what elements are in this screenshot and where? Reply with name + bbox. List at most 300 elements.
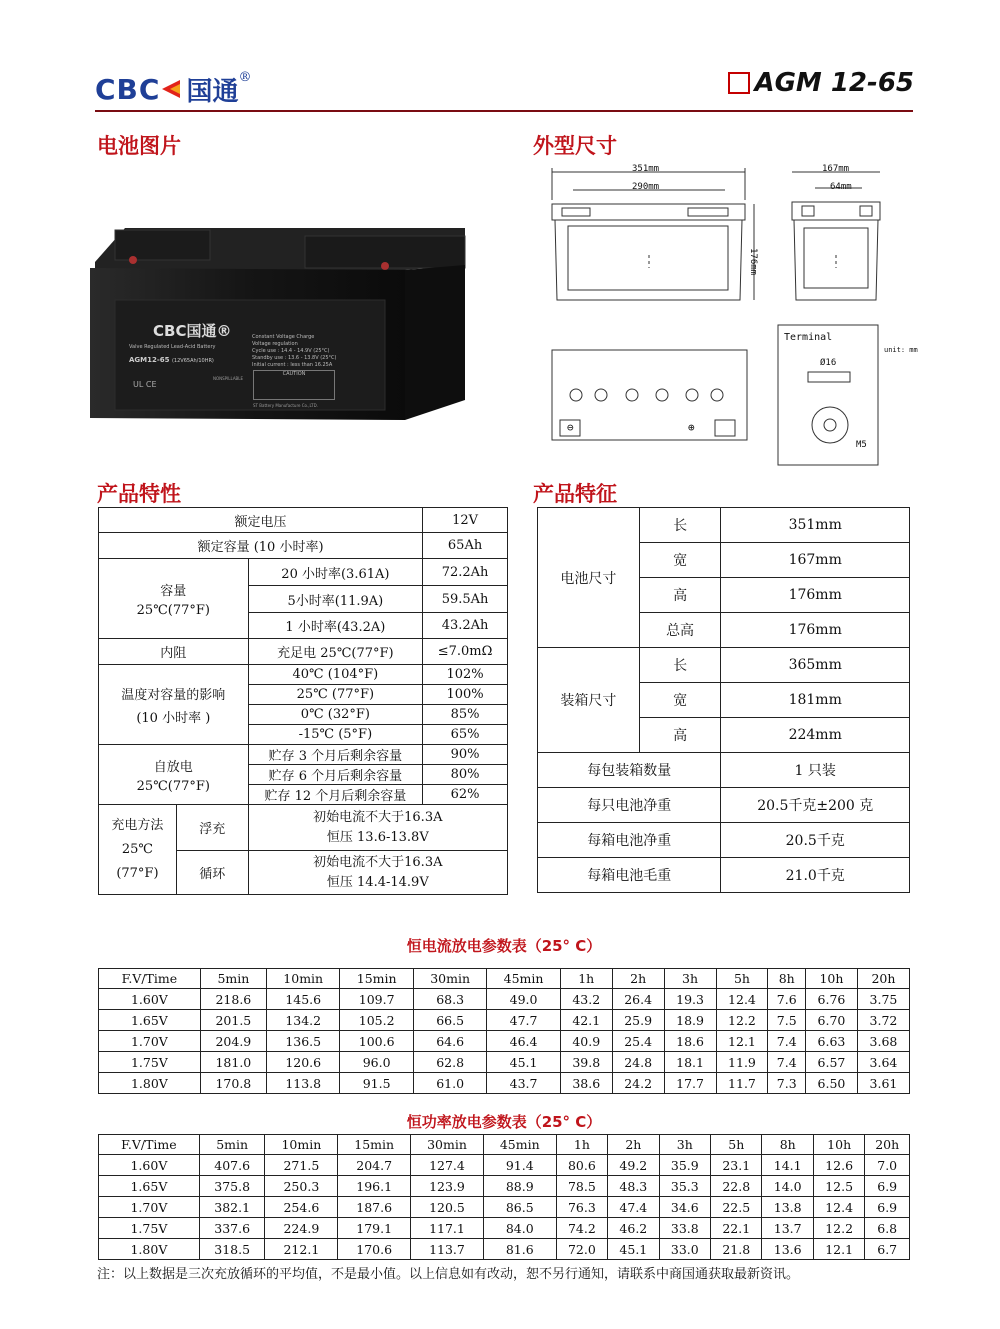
table-cell: 12.1 (813, 1239, 864, 1260)
table-cell: 12.5 (813, 1176, 864, 1197)
table-cell: 3.64 (857, 1052, 909, 1073)
spec-label: 容量 (160, 583, 187, 599)
table-cell: 33.8 (659, 1218, 710, 1239)
table-cell: 80.6 (556, 1155, 607, 1176)
photo-caution: CAUTION (282, 371, 306, 377)
table-cell: 18.9 (664, 1010, 716, 1031)
feature-label: 每只电池净重 (538, 788, 721, 823)
photo-model: AGM12-65 (129, 356, 170, 364)
table-cell: 123.9 (411, 1176, 484, 1197)
table-cell: 318.5 (199, 1239, 265, 1260)
photo-cycle: Cycle use : 14.4 - 14.9V (25°C) (252, 348, 330, 354)
spec-label: 自放电 (153, 759, 193, 775)
column-header: 10h (806, 969, 858, 989)
spec-value: 85% (423, 705, 508, 725)
table-cell: 6.76 (806, 989, 858, 1010)
dim-terminal-gap: 64mm (830, 182, 852, 192)
spec-value: 65Ah (423, 533, 508, 559)
battery-photo (85, 210, 475, 440)
column-header: 30min (411, 1135, 484, 1155)
table-cell: 42.1 (560, 1010, 612, 1031)
table-cell: 11.9 (716, 1052, 768, 1073)
table-row (99, 989, 910, 1010)
row-header: 1.65V (99, 1010, 201, 1031)
table-cell: 11.7 (716, 1073, 768, 1094)
table-cell: 12.6 (813, 1155, 864, 1176)
table-cell: 47.4 (608, 1197, 659, 1218)
table-cell: 117.1 (411, 1218, 484, 1239)
feature-value: 224mm (721, 718, 910, 753)
unit-label: unit: mm (884, 346, 918, 354)
table-cell: 6.9 (865, 1176, 910, 1197)
table-cell: 21.8 (711, 1239, 762, 1260)
charge-method-cell (99, 805, 177, 895)
section-title-photo: 电池图片 (97, 134, 181, 158)
float-cell (248, 805, 507, 851)
table-cell: 72.0 (556, 1239, 607, 1260)
table-cell: 12.2 (716, 1010, 768, 1031)
table-cell: 33.0 (659, 1239, 710, 1260)
feature-label: 长 (639, 648, 721, 683)
table-cell: 22.5 (711, 1197, 762, 1218)
terminal-bolt: M5 (856, 440, 867, 450)
spec-label: 充电方法 (111, 817, 164, 833)
current-table-title: 恒电流放电参数表（25° C） (406, 937, 602, 955)
table-cell: 145.6 (266, 989, 339, 1010)
table-cell: 66.5 (413, 1010, 486, 1031)
current-discharge-table (98, 968, 910, 1094)
table-cell: 7.5 (768, 1010, 806, 1031)
spec-label: 浮充 (176, 805, 248, 851)
table-cell: 38.6 (560, 1073, 612, 1094)
brand-latin: CBC (95, 72, 161, 106)
photo-subtitle: Valve Regulated Lead-Acid Battery (129, 344, 216, 350)
feature-label: 每箱电池毛重 (538, 858, 721, 893)
spec-label: 25℃(77°F) (136, 602, 210, 618)
certification-marks: UL CE (133, 380, 157, 389)
row-header: 1.75V (99, 1052, 201, 1073)
column-header: 10min (266, 969, 339, 989)
table-cell: 6.70 (806, 1010, 858, 1031)
table-cell: 254.6 (265, 1197, 338, 1218)
table-cell: 81.6 (483, 1239, 556, 1260)
spec-label: (77°F) (116, 865, 159, 881)
column-header: 1h (556, 1135, 607, 1155)
table-cell: 46.2 (608, 1218, 659, 1239)
table-cell: 39.8 (560, 1052, 612, 1073)
column-header: 20h (857, 969, 909, 989)
spec-label: 贮存 3 个月后剩余容量 (248, 745, 423, 765)
column-header: 10min (265, 1135, 338, 1155)
table-cell: 170.8 (200, 1073, 266, 1094)
table-cell: 6.63 (806, 1031, 858, 1052)
feature-label: 高 (639, 578, 721, 613)
spec-row (99, 745, 508, 765)
spec-value: 12V (423, 508, 508, 533)
dim-width: 167mm (822, 164, 850, 174)
table-cell: 47.7 (487, 1010, 560, 1031)
spec-label: 充足电 25℃(77°F) (248, 639, 423, 665)
photo-capacity: (12V65Ah/10HR) (171, 358, 214, 364)
feature-group-label: 电池尺寸 (538, 508, 640, 648)
row-header: 1.80V (99, 1239, 200, 1260)
table-cell: 25.4 (612, 1031, 664, 1052)
table-cell: 91.4 (483, 1155, 556, 1176)
table-cell: 109.7 (340, 989, 413, 1010)
table-cell: 6.7 (865, 1239, 910, 1260)
table-cell: 35.9 (659, 1155, 710, 1176)
table-cell: 62.8 (413, 1052, 486, 1073)
table-cell: 7.3 (768, 1073, 806, 1094)
photo-nonspill: NONSPILLABLE (213, 376, 244, 381)
table-cell: 45.1 (608, 1239, 659, 1260)
feature-value: 176mm (721, 613, 910, 648)
feature-label: 长 (639, 508, 721, 543)
table-cell: 3.72 (857, 1010, 909, 1031)
dimension-drawing (540, 160, 925, 470)
spec-label: 1 小时率(43.2A) (248, 613, 423, 639)
table-cell: 407.6 (199, 1155, 265, 1176)
table-cell: 136.5 (266, 1031, 339, 1052)
spec-label: 40℃ (104°F) (248, 665, 423, 685)
column-header: 15min (340, 969, 413, 989)
table-cell: 19.3 (664, 989, 716, 1010)
spec-label: 循环 (176, 851, 248, 895)
table-cell: 170.6 (338, 1239, 411, 1260)
feature-row (538, 648, 910, 683)
table-cell: 204.7 (338, 1155, 411, 1176)
logo-flag-icon (158, 78, 180, 100)
terminal-diameter: Ø16 (820, 358, 837, 368)
feature-row (538, 858, 910, 893)
table-cell: 3.68 (857, 1031, 909, 1052)
table-cell: 12.4 (813, 1197, 864, 1218)
table-cell: 100.6 (340, 1031, 413, 1052)
dim-inner: 290mm (632, 182, 660, 192)
spec-label: 贮存 12 个月后剩余容量 (248, 785, 423, 805)
table-cell: 13.7 (762, 1218, 813, 1239)
feature-value: 351mm (721, 508, 910, 543)
row-header: 1.70V (99, 1197, 200, 1218)
footnote: 注：以上数据是三次充放循环的平均值，不是最小值。以上信息如有改动，恕不另行通知，请联系中商国通获取最新资讯。 (97, 1267, 800, 1282)
table-cell: 49.0 (487, 989, 560, 1010)
table-cell: 78.5 (556, 1176, 607, 1197)
spec-table (98, 507, 508, 895)
capacity-cell (99, 559, 249, 639)
spec-label: 额定容量 (10 小时率) (99, 533, 423, 559)
spec-value: ≤7.0mΩ (423, 639, 508, 665)
column-header: 2h (612, 969, 664, 989)
table-cell: 22.1 (711, 1218, 762, 1239)
column-header: 30min (413, 969, 486, 989)
column-header: 8h (762, 1135, 813, 1155)
row-header: 1.65V (99, 1176, 200, 1197)
photo-caution-box (253, 370, 335, 400)
column-header: 5min (199, 1135, 265, 1155)
table-cell: 88.9 (483, 1176, 556, 1197)
table-cell: 212.1 (265, 1239, 338, 1260)
photo-brand: CBC国通® (153, 322, 232, 340)
table-cell: 375.8 (199, 1176, 265, 1197)
table-cell: 6.50 (806, 1073, 858, 1094)
feature-value: 365mm (721, 648, 910, 683)
table-row (99, 1155, 910, 1176)
spec-label: -15℃ (5°F) (248, 725, 423, 745)
table-cell: 120.5 (411, 1197, 484, 1218)
feature-value: 167mm (721, 543, 910, 578)
table-cell: 337.6 (199, 1218, 265, 1239)
photo-initial: Initial current : less than 16.25A (252, 362, 333, 368)
table-cell: 12.4 (716, 989, 768, 1010)
row-header: 1.80V (99, 1073, 201, 1094)
table-header-row (99, 969, 910, 989)
column-header: 20h (865, 1135, 910, 1155)
table-cell: 113.8 (266, 1073, 339, 1094)
table-cell: 7.4 (768, 1031, 806, 1052)
dimension-lines (540, 160, 925, 470)
table-cell: 201.5 (200, 1010, 266, 1031)
column-header: 45min (487, 969, 560, 989)
spec-value: 恒压 14.4-14.9V (326, 874, 429, 890)
table-cell: 218.6 (200, 989, 266, 1010)
spec-value: 恒压 13.6-13.8V (326, 829, 429, 845)
section-title-specs: 产品特性 (97, 482, 181, 506)
table-cell: 14.1 (762, 1155, 813, 1176)
table-cell: 24.8 (612, 1052, 664, 1073)
table-cell: 25.9 (612, 1010, 664, 1031)
spec-value: 100% (423, 685, 508, 705)
spec-value: 62% (423, 785, 508, 805)
table-cell: 18.6 (664, 1031, 716, 1052)
spec-label: (10 小时率 ) (136, 710, 211, 726)
table-cell: 45.1 (487, 1052, 560, 1073)
table-row (99, 1239, 910, 1260)
spec-label: 温度对容量的影响 (121, 687, 226, 703)
table-cell: 7.4 (768, 1052, 806, 1073)
table-cell: 3.75 (857, 989, 909, 1010)
table-cell: 84.0 (483, 1218, 556, 1239)
table-cell: 17.7 (664, 1073, 716, 1094)
negative-terminal-icon: ⊖ (567, 421, 574, 434)
table-cell: 40.9 (560, 1031, 612, 1052)
table-cell: 271.5 (265, 1155, 338, 1176)
feature-value: 20.5千克 (721, 823, 910, 858)
column-header: F.V/Time (99, 969, 201, 989)
table-cell: 134.2 (266, 1010, 339, 1031)
table-cell: 196.1 (338, 1176, 411, 1197)
table-cell: 23.1 (711, 1155, 762, 1176)
column-header: 5h (711, 1135, 762, 1155)
row-header: 1.60V (99, 1155, 200, 1176)
feature-label: 每箱电池净重 (538, 823, 721, 858)
column-header: 3h (659, 1135, 710, 1155)
table-row (99, 1010, 910, 1031)
table-cell: 14.0 (762, 1176, 813, 1197)
table-cell: 3.61 (857, 1073, 909, 1094)
table-cell: 6.9 (865, 1197, 910, 1218)
table-cell: 49.2 (608, 1155, 659, 1176)
photo-charge-info (252, 334, 382, 369)
spec-label: 25℃ (77°F) (248, 685, 423, 705)
column-header: 8h (768, 969, 806, 989)
spec-label: 20 小时率(3.61A) (248, 559, 423, 586)
spec-label: 额定电压 (99, 508, 423, 533)
feature-value: 176mm (721, 578, 910, 613)
spec-value: 初始电流不大于16.3A (313, 809, 443, 825)
header-divider (95, 110, 913, 112)
spec-value: 102% (423, 665, 508, 685)
feature-value: 1 只装 (721, 753, 910, 788)
column-header: 3h (664, 969, 716, 989)
model-heading (728, 68, 914, 98)
feature-row (538, 508, 910, 543)
spec-row (99, 559, 508, 586)
table-cell: 7.6 (768, 989, 806, 1010)
table-cell: 26.4 (612, 989, 664, 1010)
column-header: 45min (483, 1135, 556, 1155)
table-cell: 120.6 (266, 1052, 339, 1073)
table-cell: 6.57 (806, 1052, 858, 1073)
temp-effect-cell (99, 665, 249, 745)
row-header: 1.60V (99, 989, 201, 1010)
feature-row (538, 788, 910, 823)
table-header-row (99, 1135, 910, 1155)
table-cell: 113.7 (411, 1239, 484, 1260)
spec-row (99, 665, 508, 685)
row-header: 1.75V (99, 1218, 200, 1239)
table-cell: 382.1 (199, 1197, 265, 1218)
feature-table (537, 507, 910, 893)
section-title-dimensions: 外型尺寸 (533, 134, 617, 158)
feature-label: 高 (639, 718, 721, 753)
spec-value: 初始电流不大于16.3A (313, 854, 443, 870)
checkbox-icon (728, 72, 750, 94)
feature-group-label: 装箱尺寸 (538, 648, 640, 753)
spec-label: 25℃(77°F) (136, 778, 210, 794)
dim-height: 176mm (748, 248, 758, 276)
feature-value: 20.5千克±200 克 (721, 788, 910, 823)
table-row (99, 1218, 910, 1239)
spec-row (99, 533, 508, 559)
table-cell: 61.0 (413, 1073, 486, 1094)
photo-charge-sub: Voltage regulation (252, 341, 298, 347)
spec-label: 5小时率(11.9A) (248, 586, 423, 613)
table-cell: 7.0 (865, 1155, 910, 1176)
terminal-label: Terminal (784, 332, 833, 343)
table-cell: 48.3 (608, 1176, 659, 1197)
table-cell: 18.1 (664, 1052, 716, 1073)
table-cell: 64.6 (413, 1031, 486, 1052)
table-cell: 96.0 (340, 1052, 413, 1073)
column-header: F.V/Time (99, 1135, 200, 1155)
column-header: 10h (813, 1135, 864, 1155)
table-cell: 13.8 (762, 1197, 813, 1218)
spec-row (99, 805, 508, 851)
table-row (99, 1197, 910, 1218)
power-discharge-table (98, 1134, 910, 1260)
photo-model-line (129, 356, 214, 364)
table-cell: 43.2 (560, 989, 612, 1010)
cycle-cell (248, 851, 507, 895)
table-cell: 6.8 (865, 1218, 910, 1239)
column-header: 1h (560, 969, 612, 989)
photo-standby: Standby use : 13.6 - 13.8V (25°C) (252, 355, 337, 361)
feature-value: 21.0千克 (721, 858, 910, 893)
feature-label: 宽 (639, 543, 721, 578)
table-cell: 127.4 (411, 1155, 484, 1176)
feature-row (538, 823, 910, 858)
spec-value: 65% (423, 725, 508, 745)
registered-mark: ® (238, 69, 252, 85)
photo-charge-title: Constant Voltage Charge (252, 334, 315, 340)
self-discharge-cell (99, 745, 249, 805)
spec-value: 80% (423, 765, 508, 785)
table-cell: 68.3 (413, 989, 486, 1010)
spec-label: 贮存 6 个月后剩余容量 (248, 765, 423, 785)
table-cell: 22.8 (711, 1176, 762, 1197)
table-cell: 12.2 (813, 1218, 864, 1239)
table-cell: 76.3 (556, 1197, 607, 1218)
spec-value: 59.5Ah (423, 586, 508, 613)
spec-row (99, 639, 508, 665)
feature-label: 宽 (639, 683, 721, 718)
column-header: 5min (200, 969, 266, 989)
brand-cn: 国通 (186, 76, 239, 107)
table-cell: 86.5 (483, 1197, 556, 1218)
model-name: AGM 12-65 (754, 68, 914, 98)
table-cell: 179.1 (338, 1218, 411, 1239)
column-header: 15min (338, 1135, 411, 1155)
spec-row (99, 508, 508, 533)
spec-label: 25℃ (121, 841, 153, 857)
spec-value: 72.2Ah (423, 559, 508, 586)
column-header: 2h (608, 1135, 659, 1155)
table-cell: 43.7 (487, 1073, 560, 1094)
table-row (99, 1176, 910, 1197)
table-cell: 24.2 (612, 1073, 664, 1094)
table-cell: 12.1 (716, 1031, 768, 1052)
dim-length: 351mm (632, 164, 660, 174)
table-cell: 46.4 (487, 1031, 560, 1052)
brand-logo (95, 69, 252, 107)
table-cell: 34.6 (659, 1197, 710, 1218)
feature-label: 每包装箱数量 (538, 753, 721, 788)
spec-label: 内阻 (99, 639, 249, 665)
table-row (99, 1073, 910, 1094)
row-header: 1.70V (99, 1031, 201, 1052)
table-cell: 74.2 (556, 1218, 607, 1239)
feature-value: 181mm (721, 683, 910, 718)
table-cell: 35.3 (659, 1176, 710, 1197)
table-cell: 250.3 (265, 1176, 338, 1197)
photo-maker: ST Battery Manufacture Co.,LTD. (253, 403, 318, 408)
table-cell: 181.0 (200, 1052, 266, 1073)
column-header: 5h (716, 969, 768, 989)
spec-value: 43.2Ah (423, 613, 508, 639)
table-cell: 224.9 (265, 1218, 338, 1239)
feature-row (538, 753, 910, 788)
spec-value: 90% (423, 745, 508, 765)
table-cell: 105.2 (340, 1010, 413, 1031)
table-cell: 13.6 (762, 1239, 813, 1260)
table-cell: 187.6 (338, 1197, 411, 1218)
power-table-title: 恒功率放电参数表（25° C） (406, 1113, 602, 1131)
table-row (99, 1052, 910, 1073)
feature-label: 总高 (639, 613, 721, 648)
table-cell: 91.5 (340, 1073, 413, 1094)
table-cell: 204.9 (200, 1031, 266, 1052)
spec-label: 0℃ (32°F) (248, 705, 423, 725)
